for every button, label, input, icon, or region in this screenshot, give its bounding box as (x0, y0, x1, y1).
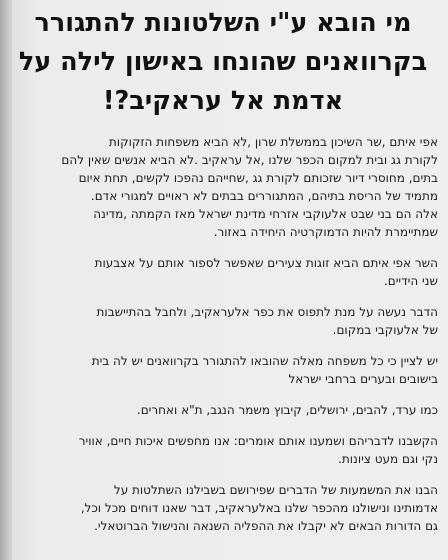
article-paragraph-5: כמו ערד, להבים, ירושלים, קיבוץ משמר הנגב, ת"א ואחרים. (136, 403, 438, 417)
article-paragraph-1: אפי איתם ,שר השיכון בממשלת שרון ,לא הביא משפחות הזקוקות לקורת גג ובית למקום הכפר שלנו ,אל עראקיב .לא הביא אנשים שאין להם בתים, מחוסרי דיור שזכותם לקורת גג ,שחייהם נהפכו לקשים, תחת איום מתמיד של הריסת בתיהם, המתגוררים בבתים לא ראויים למגורי אדם. אלה הם בני שבט אלעוקבי אזרחי מדינת ישראל מאז הקמתה ,מדינה שמתיימרת להיות הדמוקרטיה היחידה באזור. (61, 135, 438, 239)
article-paragraph-4: יש לציין כי כל משפחה מאלה שהובאו להתגורר בקרוואנים יש לה בית בישובים ובערים ברחבי ישראל (91, 354, 438, 386)
article-paragraph-7: הבנו את המשמעות של הדברים שפירושם בשבילנו השתלטות על אדמותינו ונישולנו מהכפר שלנו באלעראקיב, דבר שאנו דוחים מכל וכל, גם הדורות הבאים לא יקבלו את ההפליה השנאה והנישול הברוטאלי. (80, 483, 438, 533)
article-paragraph-2: השר אפי איתם הביא זוגות צעירים שאפשר לספור אותם על אצבעות שני הידיים. (94, 256, 438, 288)
article (8, 4, 438, 560)
article-body (8, 133, 438, 535)
article-headline: מי הובא ע"י השלטונות להתגורר בקרוואנים שהונחו באישון לילה על אדמת אל עראקיב?! (18, 8, 428, 116)
article-paragraph-3: הדבר נעשה על מנת לתפוס את כפר אלעראקיב, ולחבל בהתיישבות של אלעוקבי במקום. (96, 305, 438, 337)
article-paragraph-6: הקשבנו לדבריהם ושמענו אותם אומרים: אנו מחפשים איכות חיים, אוויר נקי וגם מעט ציונות. (78, 434, 438, 466)
